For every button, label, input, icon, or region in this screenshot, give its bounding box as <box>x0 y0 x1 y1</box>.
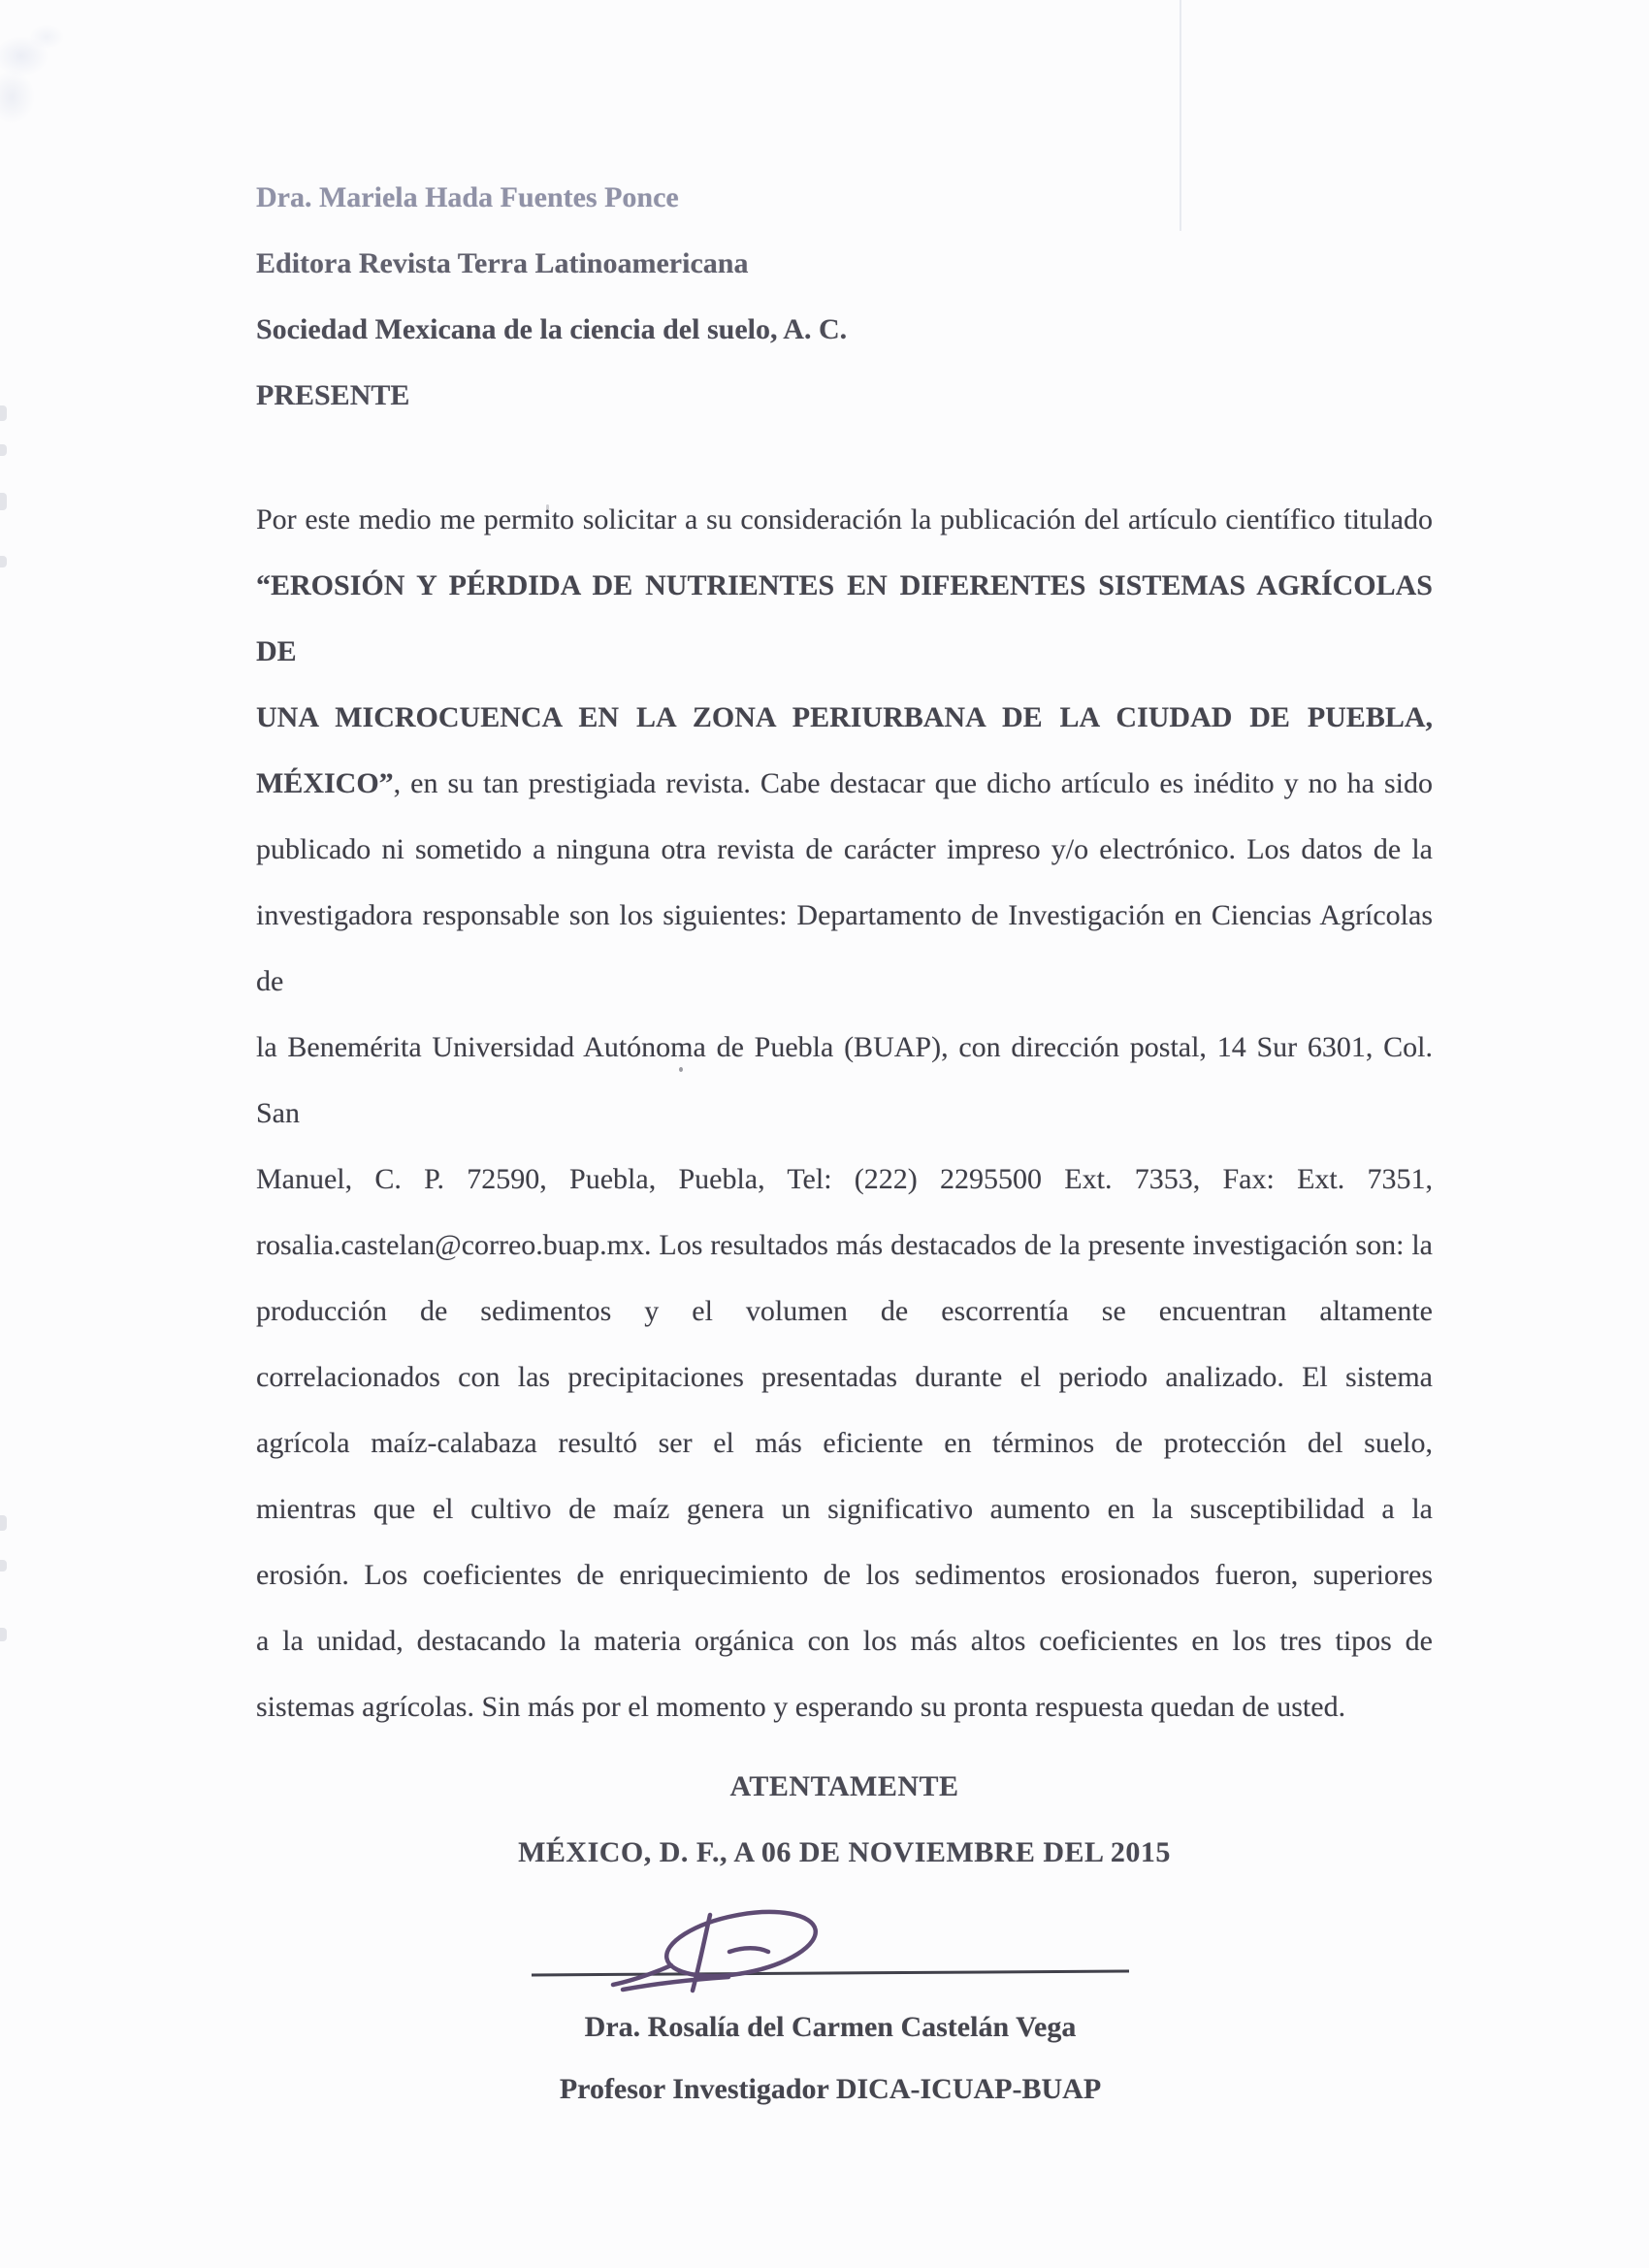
body-line: investigadora responsable son los siguientes: Departamento de Investigación en Ciencias Agrícolas de <box>256 899 1433 997</box>
closing-block <box>256 1754 1433 1886</box>
body-line: MÉXICO”, en su tan prestigiada revista. Cabe destacar que dicho artículo es inédito y no ha sido <box>256 767 1433 799</box>
body-line: Por este medio me permito solicitar a su consideración la publicación del artículo científico titulado <box>256 503 1433 535</box>
scan-edge-mark <box>0 493 7 510</box>
body-line: sistemas agrícolas. Sin más por el momento y esperando su pronta respuesta quedan de usted. <box>256 1691 1346 1723</box>
scan-edge-mark <box>0 444 7 456</box>
body-line: publicado ni sometido a ninguna otra revista de carácter impreso y/o electrónico. Los datos de la <box>256 833 1433 865</box>
body-line: producción de sedimentos y el volumen de escorrentía se encuentran altamente <box>256 1295 1433 1327</box>
signature-role: Profesor Investigador DICA-ICUAP-BUAP <box>559 2073 1102 2105</box>
body-line: “EROSIÓN Y PÉRDIDA DE NUTRIENTES EN DIFERENTES SISTEMAS AGRÍCOLAS DE <box>256 569 1433 667</box>
letter-content <box>256 165 1433 2119</box>
body-line: correlacionados con las precipitaciones presentadas durante el periodo analizado. El sistema <box>256 1361 1433 1393</box>
scan-edge-mark <box>0 556 7 567</box>
body-line: a la unidad, destacando la materia orgánica con los más altos coeficientes en los tres tipos de <box>256 1625 1433 1657</box>
scan-edge-mark <box>0 1515 7 1531</box>
recipient-title: Editora Revista Terra Latinoamericana <box>256 247 749 279</box>
body-line: Manuel, C. P. 72590, Puebla, Puebla, Tel: (222) 2295500 Ext. 7353, Fax: Ext. 7351, <box>256 1163 1433 1195</box>
signature-name: Dra. Rosalía del Carmen Castelán Vega <box>584 2011 1077 2043</box>
scan-edge-mark <box>0 405 7 421</box>
body-line: UNA MICROCUENCA EN LA ZONA PERIURBANA DE LA CIUDAD DE PUEBLA, <box>256 701 1433 733</box>
body-line: rosalia.castelan@correo.buap.mx. Los resultados más destacados de la presente investigación son: la <box>256 1229 1433 1261</box>
body-line: mientras que el cultivo de maíz genera un significativo aumento en la susceptibilidad a la <box>256 1493 1433 1525</box>
scan-edge-mark <box>0 1628 7 1641</box>
closing-place-date: MÉXICO, D. F., A 06 DE NOVIEMBRE DEL 2015 <box>518 1836 1171 1868</box>
scan-edge-mark <box>0 1560 7 1571</box>
body-line: agrícola maíz-calabaza resultó ser el más eficiente en términos de protección del suelo, <box>256 1427 1433 1459</box>
signature-scribble <box>530 1886 1131 1994</box>
body-line: la Benemérita Universidad Autónoma de Puebla (BUAP), con dirección postal, 14 Sur 6301, Col. San <box>256 1031 1433 1129</box>
body-line: erosión. Los coeficientes de enriquecimiento de los sedimentos erosionados fueron, superiores <box>256 1559 1433 1591</box>
body-paragraph <box>256 487 1433 1740</box>
recipient-block <box>256 165 1433 429</box>
signature-rule <box>532 1971 1129 1975</box>
recipient-presente: PRESENTE <box>256 379 410 411</box>
recipient-name: Dra. Mariela Hada Fuentes Ponce <box>256 181 679 213</box>
scan-smudge <box>0 19 92 146</box>
closing-salutation: ATENTAMENTE <box>729 1770 959 1802</box>
signature-block <box>530 1886 1131 2119</box>
recipient-institution: Sociedad Mexicana de la ciencia del suelo, A. C. <box>256 313 848 345</box>
